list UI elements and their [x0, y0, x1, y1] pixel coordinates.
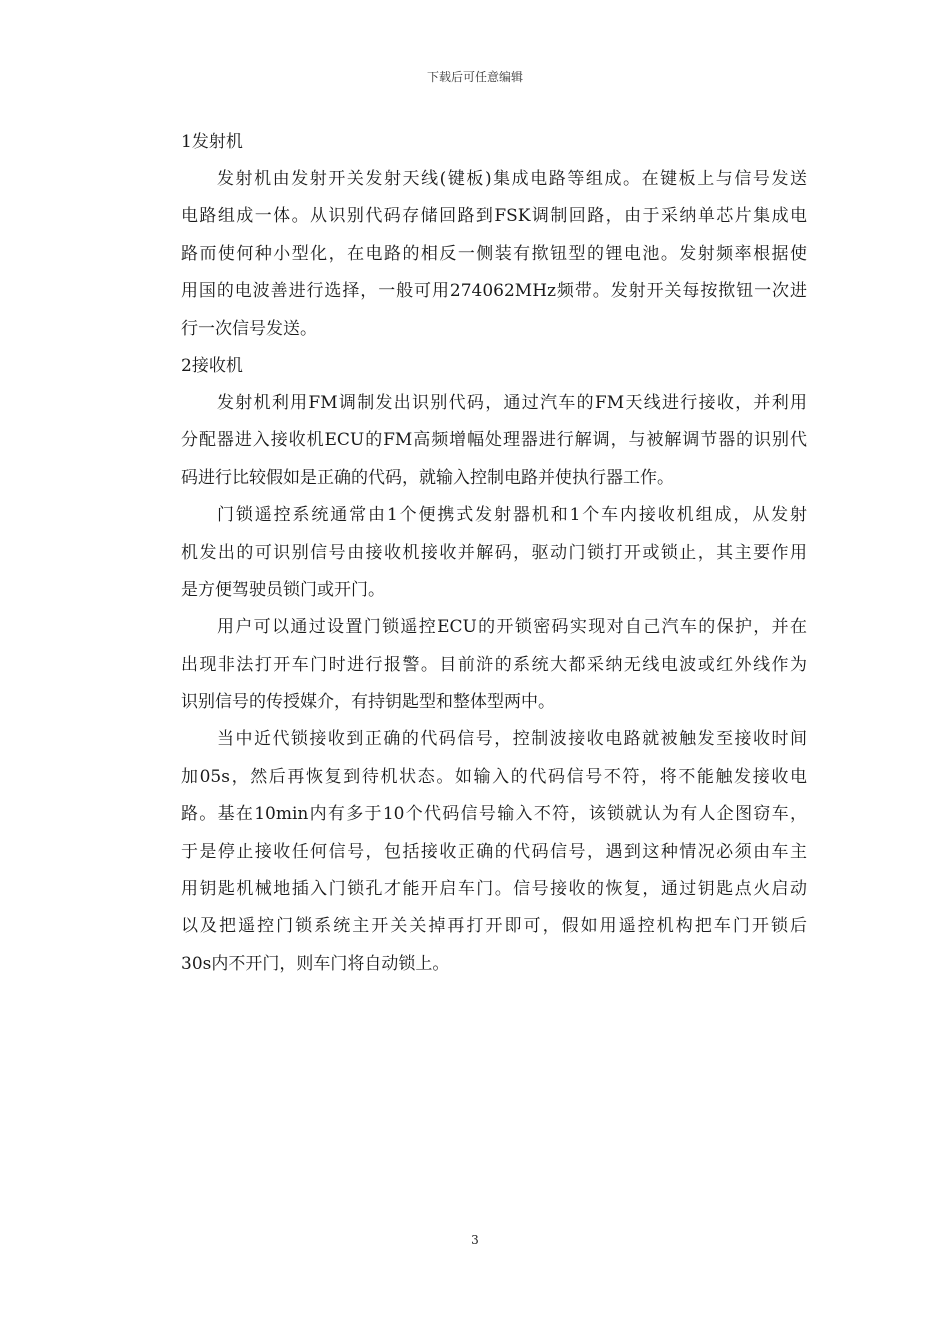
text-line: 以及把遥控门锁系统主开关关掉再打开即可，假如用遥控机构把车门开锁后 [181, 916, 807, 937]
text-line: 码进行比较假如是正确的代码，就输入控制电路并使执行器工作。 [181, 467, 674, 488]
text-line: 机发出的可识别信号由接收机接收并解码，驱动门锁打开或锁止，其主要作用 [181, 542, 807, 563]
paragraph-code-signal [145, 721, 807, 983]
paragraph-remote-system [145, 497, 807, 609]
text-line: 行一次信号发送。 [181, 318, 317, 339]
text-line: 是方便驾驶员锁门或开门。 [181, 579, 385, 600]
text-line: 于是停止接收任何信号，包括接收正确的代码信号，遇到这种情况必须由车主 [181, 841, 807, 862]
text-line: 发射机由发射开关发射天线(键板)集成电路等组成。在键板上与信号发送 [217, 169, 807, 189]
text-line: 路而使何种小型化，在电路的相反一侧装有揿钮型的锂电池。发射频率根据使 [181, 243, 807, 264]
document-body [145, 124, 807, 983]
section-heading-receiver: 2接收机 [181, 355, 243, 376]
text-line: 当中近代锁接收到正确的代码信号，控制波接收电路就被触发至接收时间 [217, 729, 807, 750]
paragraph-transmitter [145, 161, 807, 348]
text-line: 30s内不开门，则车门将自动锁上。 [181, 953, 450, 974]
section-heading-transmitter: 1发射机 [181, 132, 243, 152]
text-line: 用国的电波善进行选择，一般可用274062MHz频带。发射开关每按揿钮一次进 [181, 281, 807, 302]
text-line: 发射机利用FM调制发出识别代码，通过汽车的FM天线进行接收，并利用 [217, 392, 807, 413]
text-line: 电路组成一体。从识别代码存储回路到FSK调制回路，由于采纳单芯片集成电 [181, 206, 807, 227]
paragraph-unlock-password [145, 609, 807, 721]
text-line: 加05s，然后再恢复到待机状态。如输入的代码信号不符，将不能触发接收电 [181, 766, 807, 787]
text-line: 门锁遥控系统通常由1个便携式发射器机和1个车内接收机组成，从发射 [217, 505, 807, 526]
text-line: 用钥匙机械地插入门锁孔才能开启车门。信号接收的恢复，通过钥匙点火启动 [181, 879, 807, 900]
paragraph-receiver-fm [145, 385, 807, 497]
page-number: 3 [471, 1233, 479, 1247]
text-line: 识别信号的传授媒介，有持钥匙型和整体型两中。 [181, 692, 555, 713]
text-line: 路。基在10min内有多于10个代码信号输入不符，该锁就认为有人企图窃车， [181, 804, 807, 825]
text-line: 用户可以通过设置门锁遥控ECU的开锁密码实现对自己汽车的保护，并在 [217, 617, 807, 638]
text-line: 分配器进入接收机ECU的FM高频增幅处理器进行解调，与被解调节器的识别代 [181, 430, 807, 451]
page-header: 下载后可任意编辑 [426, 70, 523, 84]
text-line: 出现非法打开车门时进行报警。目前浒的系统大都采纳无线电波或红外线作为 [181, 654, 807, 675]
